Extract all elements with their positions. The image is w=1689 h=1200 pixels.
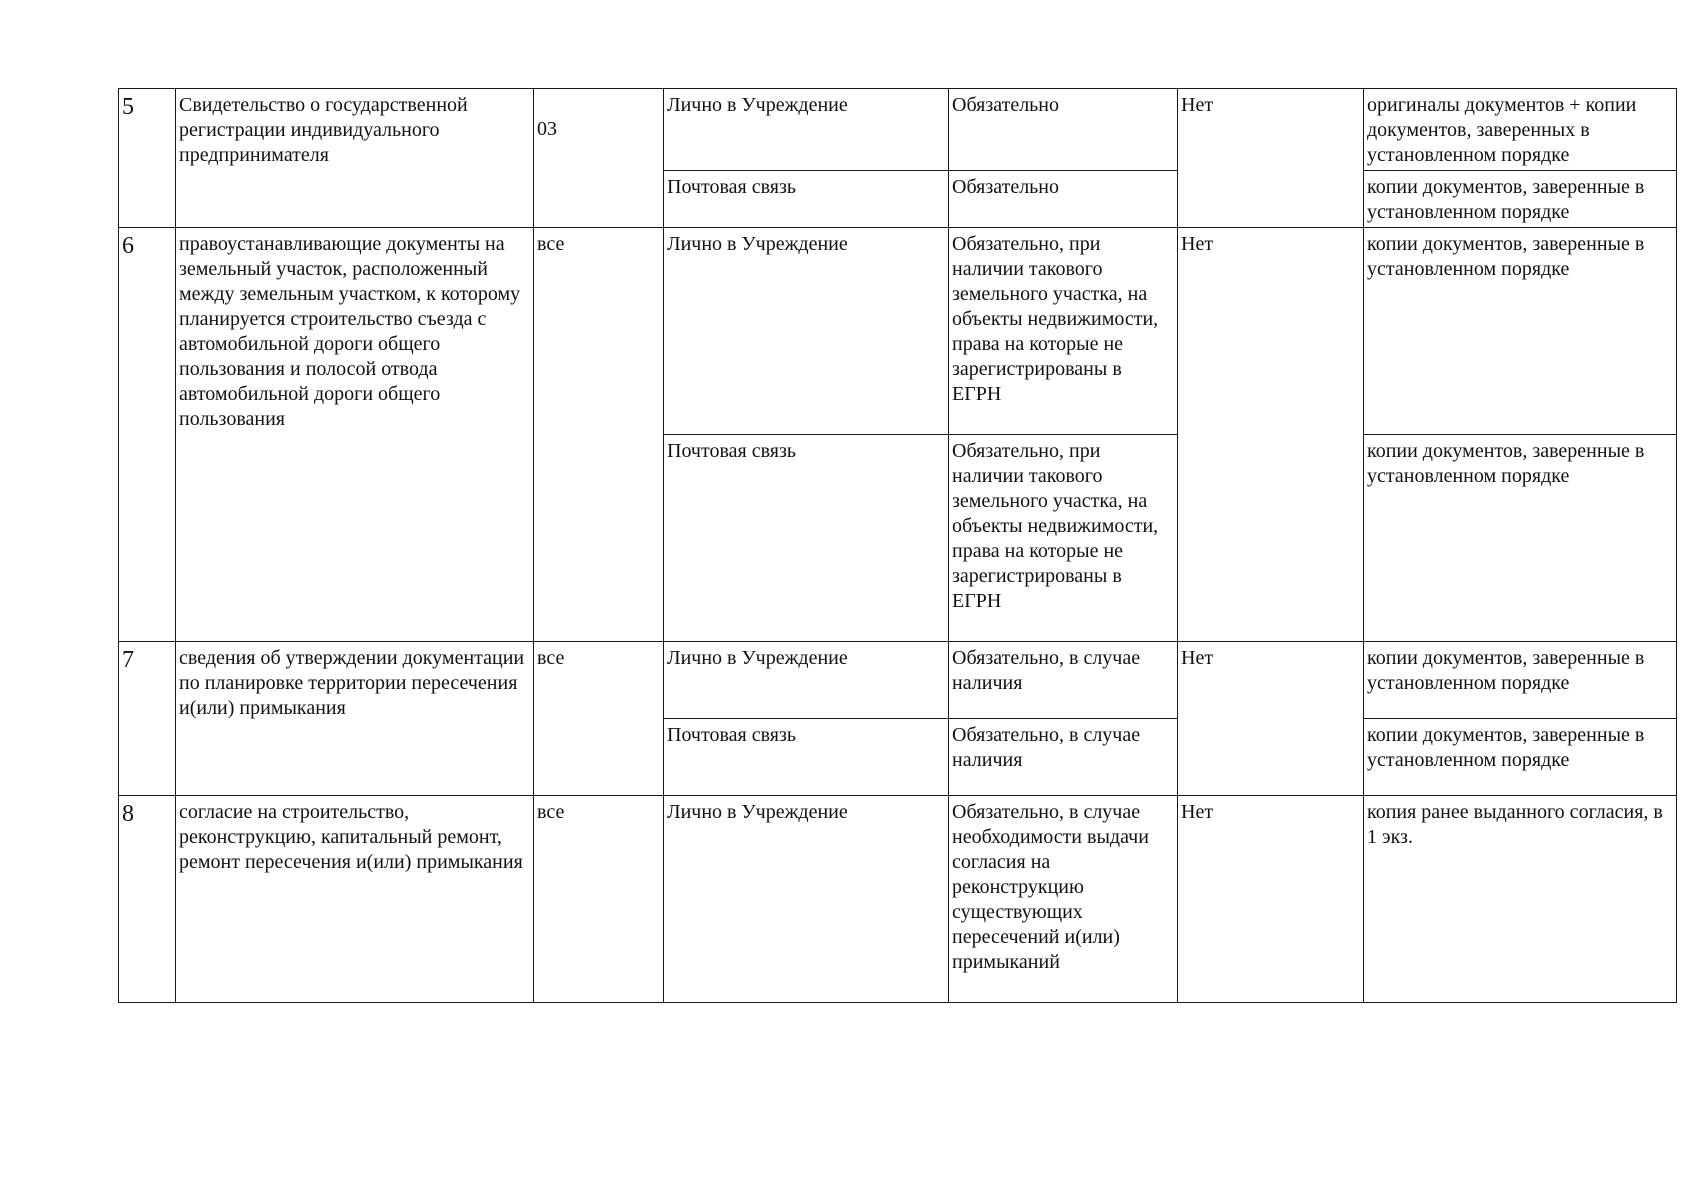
submission-method: Лично в Учреждение: [664, 228, 949, 435]
document-form: копии документов, заверенные в установленном порядке: [1364, 228, 1677, 435]
requirement: Обязательно, при наличии такового земельного участка, на объекты недвижимости, права на которые не зарегистрированы в ЕГРН: [949, 228, 1178, 435]
document-code: все: [534, 796, 664, 1003]
row-number: 6: [119, 228, 176, 642]
flag-value: Нет: [1178, 228, 1364, 642]
document-form: оригиналы документов + копии документов, заверенных в установленном порядке: [1364, 89, 1677, 171]
submission-method: Почтовая связь: [664, 719, 949, 796]
flag-value: Нет: [1178, 89, 1364, 228]
submission-method: Лично в Учреждение: [664, 796, 949, 1003]
row-number: 7: [119, 642, 176, 796]
submission-method: Почтовая связь: [664, 171, 949, 228]
table-row: [119, 228, 1677, 435]
requirement: Обязательно, при наличии такового земельного участка, на объекты недвижимости, права на которые не зарегистрированы в ЕГРН: [949, 435, 1178, 642]
document-name: Свидетельство о государственной регистрации индивидуального предпринимателя: [176, 89, 534, 228]
document-code: все: [534, 642, 664, 796]
requirement: Обязательно, в случае необходимости выдачи согласия на реконструкцию существующих пересечений и(или) примыканий: [949, 796, 1178, 1003]
document-name: правоустанавливающие документы на земельный участок, расположенный между земельным участком, к которому планируется строительство съезда с автомобильной дороги общего пользования и полосой отвода автомобильной дороги общего пользования: [176, 228, 534, 642]
table-row: [119, 89, 1677, 171]
document-name: согласие на строительство, реконструкцию, капитальный ремонт, ремонт пересечения и(или) примыкания: [176, 796, 534, 1003]
submission-method: Почтовая связь: [664, 435, 949, 642]
submission-method: Лично в Учреждение: [664, 642, 949, 719]
row-number: 8: [119, 796, 176, 1003]
document-form: копии документов, заверенные в установленном порядке: [1364, 642, 1677, 719]
document-form: копия ранее выданного согласия, в 1 экз.: [1364, 796, 1677, 1003]
document-code: 03: [534, 89, 664, 228]
flag-value: Нет: [1178, 642, 1364, 796]
table-row: [119, 796, 1677, 1003]
document-form: копии документов, заверенные в установленном порядке: [1364, 435, 1677, 642]
flag-value: Нет: [1178, 796, 1364, 1003]
document-name: сведения об утверждении документации по планировке территории пересечения и(или) примыкания: [176, 642, 534, 796]
row-number: 5: [119, 89, 176, 228]
table-row: [119, 642, 1677, 719]
document-form: копии документов, заверенные в установленном порядке: [1364, 719, 1677, 796]
document-code: все: [534, 228, 664, 642]
submission-method: Лично в Учреждение: [664, 89, 949, 171]
requirement: Обязательно, в случае наличия: [949, 719, 1178, 796]
requirement: Обязательно, в случае наличия: [949, 642, 1178, 719]
requirement: Обязательно: [949, 171, 1178, 228]
documents-table: [118, 88, 1677, 1003]
document-form: копии документов, заверенные в установленном порядке: [1364, 171, 1677, 228]
requirement: Обязательно: [949, 89, 1178, 171]
